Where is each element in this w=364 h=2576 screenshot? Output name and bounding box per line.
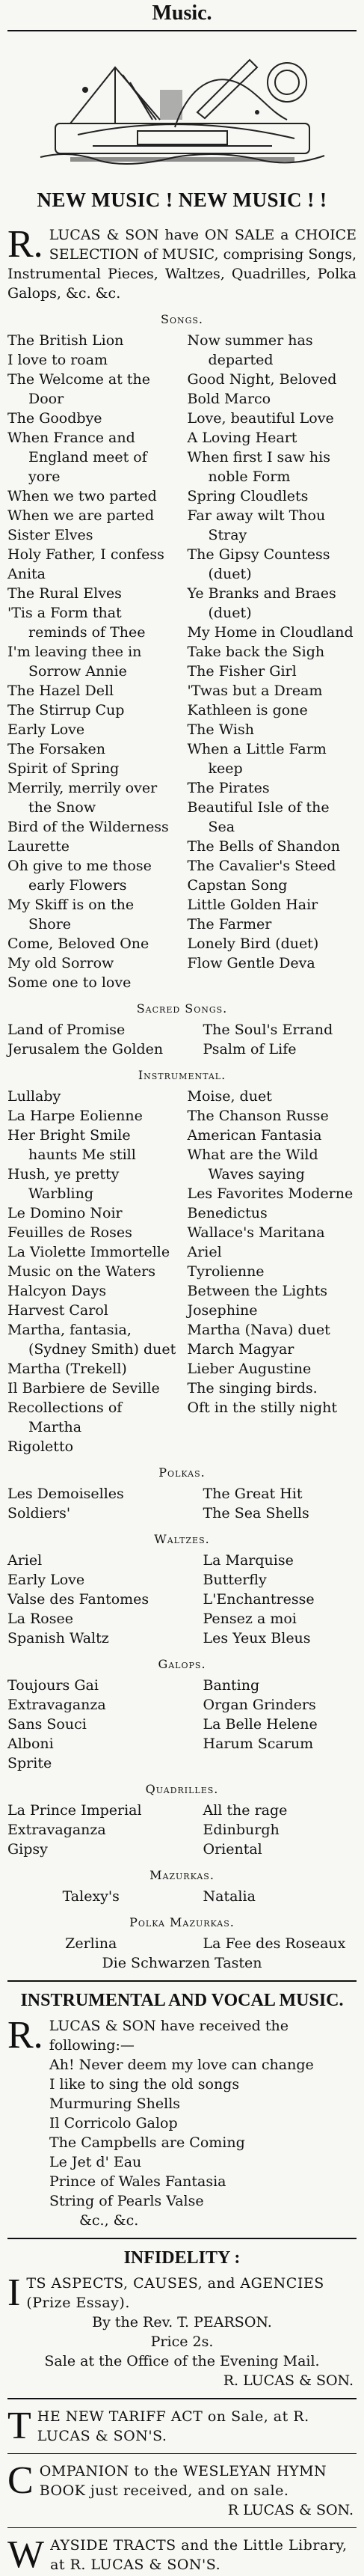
divider [7,2453,357,2454]
list-item: Flow Gentle Deva [187,955,315,971]
infidelity-sale: Sale at the Office of the Evening Mail. [44,2353,320,2369]
list-item: The Great Hit [203,1486,303,1502]
songs-right-column [188,331,357,992]
list-item: Rigoletto [7,1438,74,1455]
list-item: American Fantasia [187,1127,322,1144]
infidelity-initial: I [7,2271,21,2314]
list-item: Zerlina [65,1935,117,1952]
polkas-left-column [7,1484,175,1523]
list-item: Le Jet d' Eau [49,2154,142,2170]
instrumental-left-column [7,1087,177,1456]
list-item: Oh give to me those early Flowers [7,858,152,894]
list-item: Spirit of Spring [7,760,120,777]
list-item: Spring Cloudlets [187,488,309,504]
list-item: Jerusalem the Golden [7,1041,164,1057]
infidelity-author: By the Rev. T. PEARSON. [92,2314,272,2331]
list-item: Hush, ye pretty Warbling [7,1166,120,1202]
list-item: When a Little Farm keep [187,741,327,777]
tariff-initial: T [7,2405,31,2447]
companion-text: OMPANION to the WESLEYAN HYMN BOOK just received, and on sale. [39,2463,327,2499]
top-rule [7,30,357,31]
list-item: Bird of the Wilderness [7,819,169,835]
infidelity-body [7,2271,357,2314]
list-item: 'Twas but a Dream [187,683,323,699]
waltzes-list [7,1551,357,1648]
list-item: Holy Father, I confess [7,546,164,563]
list-item: Ariel [7,1552,43,1569]
list-item: Alboni [7,1736,54,1752]
divider [7,1980,357,1982]
list-item: Early Love [7,1572,85,1588]
list-item: Lieber Augustine [187,1361,312,1377]
list-item: The singing birds. [187,1380,318,1397]
list-item: Take back the Sigh [187,644,325,660]
sacred-songs-list [7,1020,357,1059]
wayside-text: AYSIDE TRACTS and the Little Library, at R. LUCAS & SON'S. [50,2537,348,2573]
list-item: The Welcome at the Door [7,371,150,407]
instrumental-vocal-text: LUCAS & SON have received the following:— [49,2018,289,2054]
list-item: The Wish [187,721,254,738]
divider [7,2238,357,2239]
list-item: The Soul's Errand [203,1022,333,1038]
mazurkas-right-column [190,1887,357,1906]
list-item: Tyrolienne [187,1263,265,1280]
list-item: Spanish Waltz [7,1630,109,1646]
list-item: La Prince Imperial [7,1802,142,1819]
list-item: Talexy's [62,1888,120,1905]
instrumental-vocal-heading: INSTRUMENTAL AND VOCAL MUSIC. [20,1991,344,2010]
list-item: The Forsaken [7,741,105,757]
list-item: Love, beautiful Love [187,410,334,427]
companion-notice [7,2461,357,2500]
list-item: La Marquise [203,1552,294,1569]
list-item: Extravaganza [7,1822,106,1838]
list-item: Les Favorites Moderne [187,1185,354,1202]
list-item: Come, Beloved One [7,936,149,952]
section-title-instrumental: Instrumental. [138,1068,226,1082]
list-item: Bold Marco [187,391,271,407]
list-item: Anita [7,566,46,582]
list-item: Lullaby [7,1088,61,1105]
list-item: The Farmer [187,916,272,933]
intro-text: LUCAS & SON have ON SALE a CHOICE SELECTION of MUSIC, comprising Songs, Instrumental Pieces, Waltzes, Quadrilles, Polka Galops, &c. &c. [7,227,357,302]
intro-paragraph [7,225,357,303]
list-item: Oriental [203,1841,262,1858]
companion-initial: C [7,2459,34,2502]
list-item: I love to roam [7,352,108,368]
list-item: My Skiff is on the Shore [7,897,135,933]
tariff-text: HE NEW TARIFF ACT on Sale, at R. LUCAS & SON'S. [37,2408,309,2444]
quadrilles-right-column [190,1801,357,1859]
section-title-polka-mazurkas: Polka Mazurkas. [129,1915,235,1929]
list-item: Little Golden Hair [187,897,318,913]
list-item: Merrily, merrily over the Snow [7,780,158,816]
list-item: When France and England meet of yore [7,430,147,485]
list-item: Ye Branks and Braes (duet) [187,585,336,621]
waltzes-right-column [190,1551,357,1648]
list-item: Now summer has departed [187,332,313,368]
list-item: The Fisher Girl [187,663,297,680]
list-item: Lonely Bird (duet) [187,936,319,952]
list-item: Martha (Nava) duet [187,1322,330,1338]
polka-mazurkas-right-column [190,1934,357,1953]
list-item: Feuilles de Roses [7,1224,132,1241]
list-item: The British Lion [7,332,124,349]
list-item: I like to sing the old songs [49,2076,240,2093]
list-item: Sister Elves [7,527,93,543]
tariff-notice [7,2407,357,2446]
songs-left-column [7,331,177,992]
list-item: Butterfly [203,1572,267,1588]
list-item: Soldiers' [7,1505,71,1522]
section-title-polkas: Polkas. [158,1465,206,1480]
list-item: &c., &c. [79,2212,139,2229]
list-item: La Fee des Roseaux [203,1935,346,1952]
list-item: All the rage [203,1802,288,1819]
list-item: La Violette Immortelle [7,1244,170,1260]
divider [7,2527,357,2528]
list-item: Gipsy [7,1841,48,1858]
list-item: La Harpe Eolienne [7,1108,143,1124]
instrumental-vocal-initial: R. [7,2014,43,2057]
instrumental-vocal-body [7,2016,357,2055]
list-item: I'm leaving thee in Sorrow Annie [7,644,142,680]
instrumental-right-column [188,1087,357,1456]
galops-left-column [7,1676,175,1773]
list-item: The Hazel Dell [7,683,114,699]
section-title-sacred-songs: Sacred Songs. [136,1001,228,1016]
list-item: Le Domino Noir [7,1205,123,1221]
list-item: Benedictus [187,1205,268,1221]
list-item: The Goodbye [7,410,102,427]
list-item: The Chanson Russe [187,1108,329,1124]
list-item: String of Pearls Valse [49,2193,204,2209]
list-item: Good Night, Beloved [187,371,337,388]
list-item: Recollections of Martha [7,1400,123,1435]
list-item: Ariel [187,1244,222,1260]
section-title-quadrilles: Quadrilles. [145,1782,219,1796]
list-item: Laurette [7,838,70,855]
galops-list [7,1676,357,1773]
list-item: Between the Lights [187,1283,328,1299]
list-item: Capstan Song [187,877,288,894]
list-item: Some one to love [7,974,132,991]
list-item: The Gipsy Countess (duet) [187,546,330,582]
list-item: Sprite [7,1755,52,1771]
list-item: Kathleen is gone [187,702,308,718]
list-item: 'Tis a Form that reminds of Thee [7,605,146,641]
polka-mazurkas-list [7,1934,357,1953]
wayside-notice [7,2533,357,2576]
list-item: Il Barbiere de Seville [7,1380,160,1397]
list-item: Die Schwarzen Tasten [102,1955,262,1971]
list-item: Pensez a moi [203,1611,297,1627]
quadrilles-left-column [7,1801,175,1859]
list-item: Music on the Waters [7,1263,155,1280]
galops-right-column [190,1676,357,1773]
list-item: L'Enchantresse [203,1591,315,1608]
new-music-headline: NEW MUSIC ! NEW MUSIC ! ! [37,189,327,211]
received-music-list [7,2055,357,2230]
infidelity-signature: R. LUCAS & SON. [223,2372,354,2389]
infidelity-heading: INFIDELITY : [123,2248,241,2268]
quadrilles-list [7,1801,357,1859]
list-item: Toujours Gai [7,1677,99,1694]
polka-mazurkas-left-column [7,1934,175,1953]
sacred-right-column [190,1020,357,1059]
page-title: Music. [152,1,212,25]
companion-signature: R LUCAS & SON. [227,2502,354,2518]
list-item: Wallace's Maritana [187,1224,325,1241]
list-item: Land of Promise [7,1022,126,1038]
section-title-mazurkas: Mazurkas. [149,1868,215,1882]
list-item: Sans Souci [7,1716,87,1733]
wayside-initial: W [7,2533,45,2576]
list-item: La Rosee [7,1611,73,1627]
list-item: Far away wilt Thou Stray [187,507,326,543]
songs-list [7,331,357,992]
intro-initial: R. [7,223,43,266]
list-item: The Stirrup Cup [7,702,125,718]
list-item: Valse des Fantomes [7,1591,149,1608]
list-item: Halcyon Days [7,1283,107,1299]
waltzes-left-column [7,1551,175,1648]
list-item: What are the Wild Waves saying [187,1147,318,1182]
list-item: Il Corricolo Galop [49,2115,178,2131]
list-item: My Home in Cloudland [187,624,354,641]
list-item: Beautiful Isle of the Sea [187,799,330,835]
list-item: Moise, duet [187,1088,272,1105]
section-title-waltzes: Waltzes. [154,1532,210,1546]
list-item: Harum Scarum [203,1736,314,1752]
list-item: Martha (Trekell) [7,1361,127,1377]
list-item: Early Love [7,721,85,738]
list-item: When we are parted [7,507,155,524]
polkas-list [7,1484,357,1523]
list-item: Extravaganza [7,1697,106,1713]
list-item: Harvest Carol [7,1302,108,1319]
polkas-right-column [190,1484,357,1523]
list-item: Banting [203,1677,260,1694]
list-item: La Belle Helene [203,1716,318,1733]
list-item: Oft in the stilly night [187,1400,338,1416]
mazurkas-left-column [7,1887,175,1906]
list-item: The Cavalier's Steed [187,858,336,874]
list-item: Josephine [187,1302,258,1319]
list-item: The Sea Shells [203,1505,309,1522]
list-item: The Bells of Shandon [187,838,341,855]
list-item: When we two parted [7,488,157,504]
list-item: Edinburgh [203,1822,280,1838]
list-item: When first I saw his noble Form [187,449,330,485]
list-item: A Loving Heart [187,430,297,446]
mazurkas-list [7,1887,357,1906]
list-item: Prince of Wales Fantasia [49,2173,226,2190]
list-item: Organ Grinders [203,1697,316,1713]
instrumental-list [7,1087,357,1456]
list-item: My old Sorrow [7,955,114,971]
list-item: Les Yeux Bleus [203,1630,311,1646]
section-title-songs: Songs. [160,312,203,326]
list-item: The Rural Elves [7,585,122,602]
list-item: Psalm of Life [203,1041,297,1057]
list-item: Ah! Never deem my love can change [49,2057,314,2073]
divider [7,2398,357,2399]
infidelity-price: Price 2s. [150,2334,214,2350]
list-item: Natalia [203,1888,256,1905]
infidelity-text: TS ASPECTS, CAUSES, and AGENCIES (Prize Essay). [26,2275,324,2311]
sacred-left-column [7,1020,175,1059]
list-item: Murmuring Shells [49,2096,181,2112]
list-item: Her Bright Smile haunts Me still [7,1127,136,1163]
section-title-galops: Galops. [158,1657,206,1671]
list-item: Les Demoiselles [7,1486,124,1502]
list-item: March Magyar [187,1341,294,1358]
list-item: Martha, fantasia, (Sydney Smith) duet [7,1322,176,1358]
list-item: The Campbells are Coming [49,2134,245,2151]
list-item: The Pirates [187,780,270,796]
musical-instruments-engraving-icon [25,37,339,172]
